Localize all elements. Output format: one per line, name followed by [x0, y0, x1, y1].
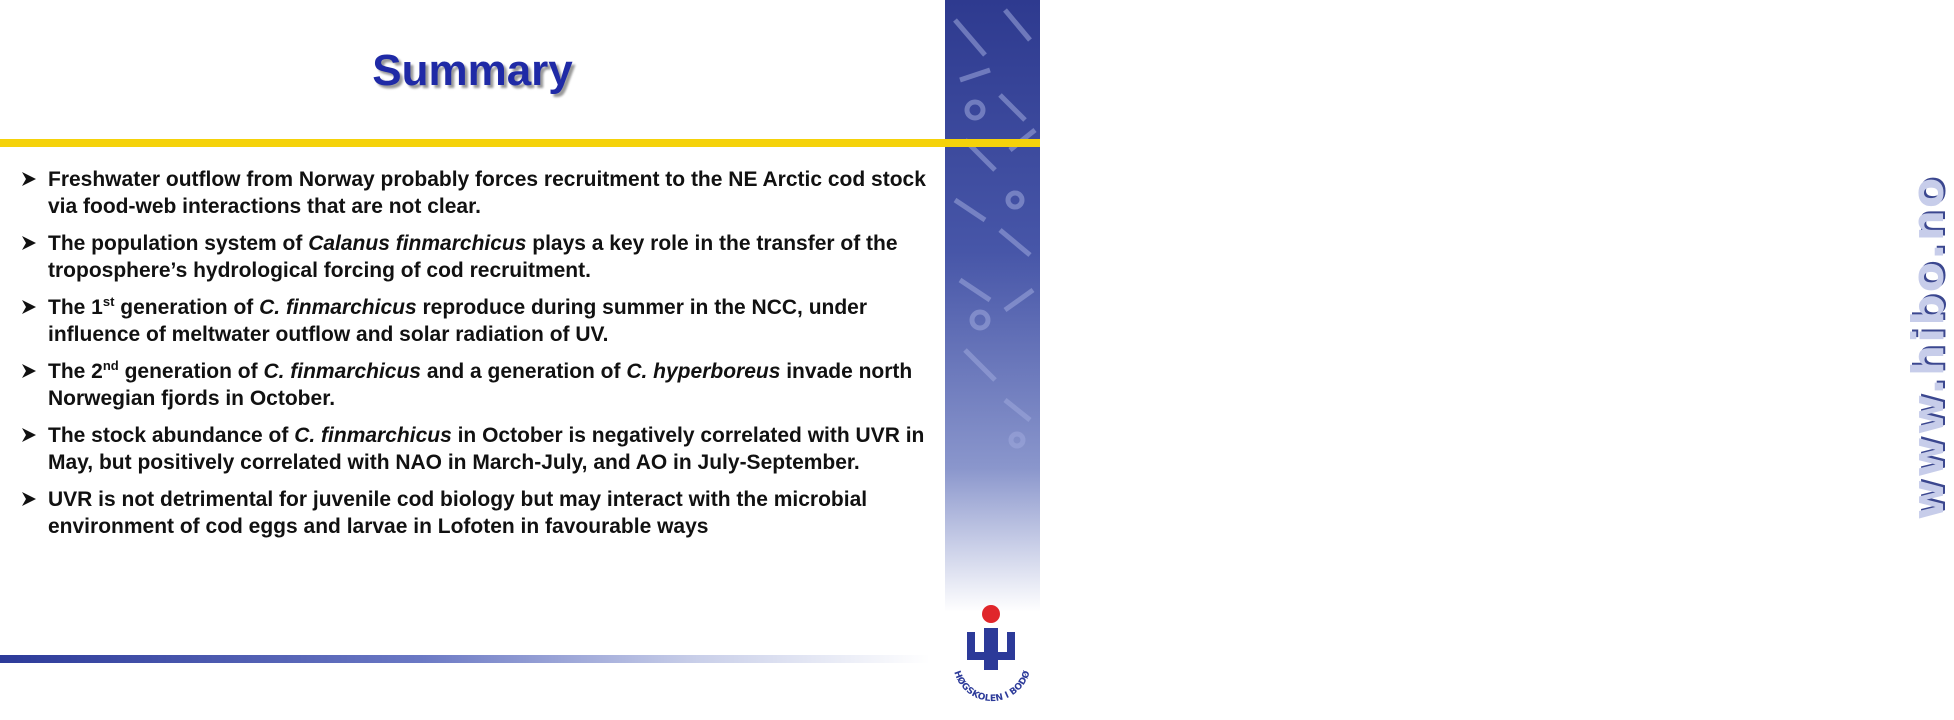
species-name: C. finmarchicus [263, 360, 421, 383]
logo-text [951, 669, 1032, 704]
bullet-text: and a generation of [420, 360, 627, 383]
bullet-text: in October is negatively correlated with UVR in May, but positively correlated with NAO in March-July, and AO in July-September. [48, 424, 925, 474]
arrow-bullet-icon [20, 170, 38, 188]
arrow-bullet-icon [20, 362, 38, 380]
arrow-bullet-icon [20, 426, 38, 444]
website-url: www.hibo.no [1903, 175, 1954, 520]
ordinal-suffix: st [102, 294, 115, 309]
bullet-item [48, 294, 938, 348]
bullet-list [48, 166, 938, 550]
bullet-text: generation of [114, 296, 260, 319]
bullet-item [48, 486, 938, 540]
arrow-bullet-icon [20, 234, 38, 252]
bullet-text: The 1 [48, 296, 103, 319]
bullet-item [48, 422, 938, 476]
bullet-text: The 2 [48, 360, 103, 383]
species-name: C. hyperboreus [626, 360, 781, 383]
logo-arc-text: HØGSKOLEN I BODØ [951, 669, 1033, 705]
slide-title: Summary [372, 46, 573, 95]
yellow-divider [0, 139, 1040, 147]
arrow-bullet-icon [20, 490, 38, 508]
bullet-item [48, 230, 938, 284]
ordinal-suffix: nd [102, 358, 119, 373]
bullet-text: reproduce during summer in the NCC, under influence of meltwater outflow and solar radiation of UV. [48, 296, 868, 346]
species-name: Calanus finmarchicus [308, 232, 527, 255]
logo-stem [984, 628, 998, 670]
hibo-logo [945, 602, 1040, 712]
bullet-item [48, 358, 938, 412]
bullet-text: plays a key role in the transfer of the troposphere’s hydrological forcing of cod recruitment. [48, 232, 898, 282]
bullet-text: Freshwater outflow from Norway probably forces recruitment to the NE Arctic cod stock via food-web interactions that are not clear. [48, 168, 926, 218]
species-name: C. finmarchicus [259, 296, 417, 319]
bullet-text: UVR is not detrimental for juvenile cod biology but may interact with the microbial environment of cod eggs and larvae in Lofoten in favourable ways [48, 488, 868, 538]
arrow-bullet-icon [20, 298, 38, 316]
bullet-text: The stock abundance of [48, 424, 295, 447]
bottom-divider [0, 655, 930, 663]
bullet-item [48, 166, 938, 220]
bullet-text: generation of [118, 360, 264, 383]
logo-red-dot [982, 605, 1000, 623]
bullet-text: invade north Norwegian fjords in October. [48, 360, 913, 410]
bullet-text: The population system of [48, 232, 309, 255]
species-name: C. finmarchicus [294, 424, 452, 447]
